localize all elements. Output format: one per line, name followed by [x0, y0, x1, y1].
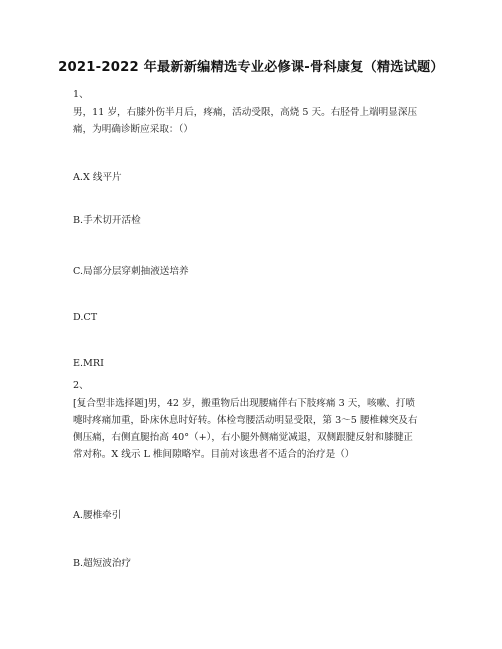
answer-option-b: B.手术切开活检 [73, 215, 141, 226]
answer-option-a: A.X 线平片 [73, 172, 122, 183]
question-number: 1、 [73, 89, 89, 100]
answer-option-a: A.腰椎牵引 [73, 510, 122, 521]
answer-option-b: B.超短波治疗 [73, 558, 132, 569]
question-number: 2、 [73, 380, 89, 391]
question-stem-line: 常对称。X 线示 L 椎间隙略窄。目前对该患者不适合的治疗是（） [73, 449, 355, 460]
document-title: 2021-2022 年最新新编精选专业必修课-骨科康复（精选试题） [58, 60, 444, 75]
answer-option-d: D.CT [73, 312, 98, 323]
answer-option-c: C.局部分层穿刺抽液送培养 [73, 266, 189, 277]
question-stem-line: 痛，为明确诊断应采取：（） [73, 124, 193, 135]
answer-option-e: E.MRI [73, 358, 104, 369]
question-stem-line: 男，11 岁，右膝外伤半月后，疼痛，活动受限，高烧 5 天。右胫骨上端明显深压 [73, 107, 418, 118]
question-stem-line: 嚏时疼痛加重，卧床休息时好转。体检弯腰活动明显受限，第 3～5 腰椎棘突及右 [73, 415, 418, 426]
question-stem-line: 侧压痛，右侧直腿抬高 40°（+），右小腿外侧痛觉减退，双侧跟腱反射和膝腱正 [73, 432, 413, 443]
question-stem-line: [复合型非选择题]男，42 岁，搬重物后出现腰痛伴右下肢疼痛 3 天，咳嗽、打喷 [73, 398, 415, 409]
